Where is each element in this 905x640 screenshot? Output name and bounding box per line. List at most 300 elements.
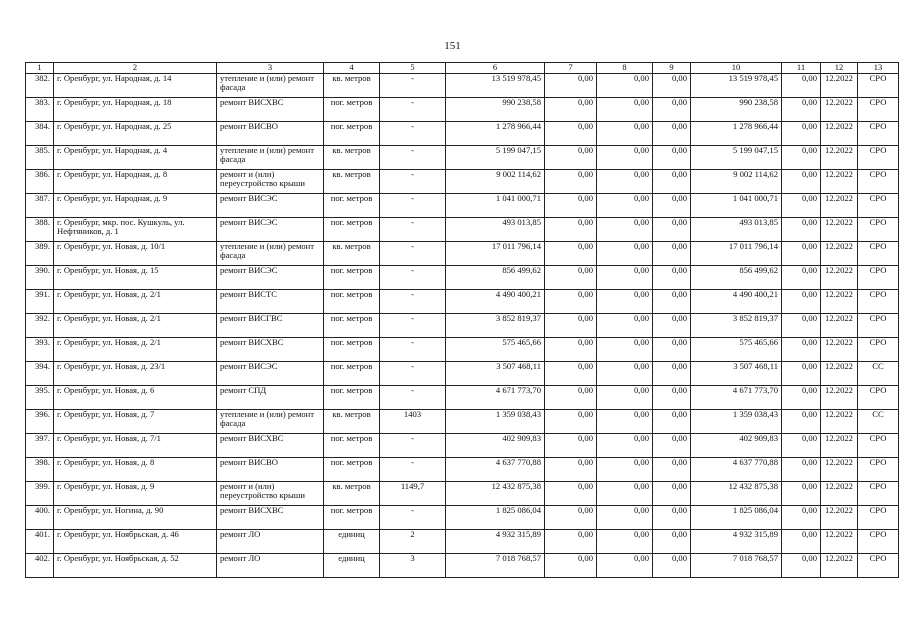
work-type-cell: ремонт и (или) переустройство крыши	[217, 169, 324, 193]
address-cell: г. Оренбург, ул. Новая, д. 8	[54, 457, 217, 481]
address-cell: г. Оренбург, ул. Новая, д. 2/1	[54, 313, 217, 337]
completion-date-cell: 12.2022	[821, 337, 858, 361]
owners-funds-cell: 990 238,58	[691, 97, 782, 121]
completion-date-cell: 12.2022	[821, 313, 858, 337]
budget-cell: 0,00	[597, 97, 653, 121]
cost-total-cell: 1 041 000,71	[446, 193, 545, 217]
address-cell: г. Оренбург, ул. Новая, д. 7	[54, 409, 217, 433]
completion-date-cell: 12.2022	[821, 73, 858, 97]
address-cell: г. Оренбург, ул. Новая, д. 7/1	[54, 433, 217, 457]
table-row	[26, 73, 899, 97]
specific-cost-cell: 0,00	[782, 457, 821, 481]
column-header: 11	[782, 63, 821, 74]
address-cell: г. Оренбург, ул. Народная, д. 9	[54, 193, 217, 217]
table-row	[26, 265, 899, 289]
table-row	[26, 457, 899, 481]
budget-cell: 0,00	[597, 169, 653, 193]
column-header: 13	[858, 63, 899, 74]
table-row	[26, 97, 899, 121]
specific-cost-cell: 0,00	[782, 433, 821, 457]
quantity-cell: -	[380, 385, 446, 409]
work-type-cell: ремонт ВИСХВС	[217, 433, 324, 457]
table-row	[26, 529, 899, 553]
unit-cell: пог. метров	[324, 361, 380, 385]
local-budget-cell: 0,00	[653, 313, 691, 337]
local-budget-cell: 0,00	[653, 505, 691, 529]
unit-cell: кв. метров	[324, 481, 380, 505]
local-budget-cell: 0,00	[653, 169, 691, 193]
unit-cell: пог. метров	[324, 121, 380, 145]
specific-cost-cell: 0,00	[782, 313, 821, 337]
row-number: 391.	[26, 289, 54, 313]
owners-funds-cell: 493 013,85	[691, 217, 782, 241]
fund-method-cell: СРО	[858, 121, 899, 145]
column-header: 4	[324, 63, 380, 74]
row-number: 390.	[26, 265, 54, 289]
cost-total-cell: 856 499,62	[446, 265, 545, 289]
unit-cell: единиц	[324, 529, 380, 553]
owners-funds-cell: 4 932 315,89	[691, 529, 782, 553]
quantity-cell: -	[380, 505, 446, 529]
completion-date-cell: 12.2022	[821, 241, 858, 265]
work-type-cell: ремонт ВИСХВС	[217, 337, 324, 361]
work-type-cell: ремонт ВИСВО	[217, 457, 324, 481]
owners-funds-cell: 9 002 114,62	[691, 169, 782, 193]
fund-cell: 0,00	[545, 241, 597, 265]
table-row	[26, 313, 899, 337]
specific-cost-cell: 0,00	[782, 241, 821, 265]
specific-cost-cell: 0,00	[782, 409, 821, 433]
owners-funds-cell: 1 278 966,44	[691, 121, 782, 145]
owners-funds-cell: 1 359 038,43	[691, 409, 782, 433]
quantity-cell: -	[380, 97, 446, 121]
specific-cost-cell: 0,00	[782, 169, 821, 193]
address-cell: г. Оренбург, ул. Народная, д. 18	[54, 97, 217, 121]
unit-cell: пог. метров	[324, 337, 380, 361]
completion-date-cell: 12.2022	[821, 217, 858, 241]
quantity-cell: -	[380, 121, 446, 145]
fund-cell: 0,00	[545, 529, 597, 553]
row-number: 386.	[26, 169, 54, 193]
address-cell: г. Оренбург, ул. Новая, д. 6	[54, 385, 217, 409]
completion-date-cell: 12.2022	[821, 121, 858, 145]
owners-funds-cell: 17 011 796,14	[691, 241, 782, 265]
fund-method-cell: СРО	[858, 385, 899, 409]
specific-cost-cell: 0,00	[782, 385, 821, 409]
fund-method-cell: СРО	[858, 97, 899, 121]
fund-method-cell: СРО	[858, 217, 899, 241]
specific-cost-cell: 0,00	[782, 265, 821, 289]
cost-total-cell: 4 490 400,21	[446, 289, 545, 313]
budget-cell: 0,00	[597, 337, 653, 361]
unit-cell: пог. метров	[324, 193, 380, 217]
completion-date-cell: 12.2022	[821, 457, 858, 481]
budget-cell: 0,00	[597, 313, 653, 337]
quantity-cell: -	[380, 193, 446, 217]
budget-cell: 0,00	[597, 457, 653, 481]
quantity-cell: -	[380, 145, 446, 169]
table-row	[26, 433, 899, 457]
quantity-cell: 1403	[380, 409, 446, 433]
fund-method-cell: СРО	[858, 313, 899, 337]
work-type-cell: утепление и (или) ремонт фасада	[217, 73, 324, 97]
address-cell: г. Оренбург, ул. Народная, д. 8	[54, 169, 217, 193]
quantity-cell: -	[380, 361, 446, 385]
fund-method-cell: СРО	[858, 73, 899, 97]
unit-cell: единиц	[324, 553, 380, 577]
local-budget-cell: 0,00	[653, 481, 691, 505]
cost-total-cell: 1 359 038,43	[446, 409, 545, 433]
owners-funds-cell: 4 637 770,88	[691, 457, 782, 481]
row-number: 400.	[26, 505, 54, 529]
cost-total-cell: 9 002 114,62	[446, 169, 545, 193]
cost-total-cell: 17 011 796,14	[446, 241, 545, 265]
cost-total-cell: 493 013,85	[446, 217, 545, 241]
local-budget-cell: 0,00	[653, 265, 691, 289]
row-number: 387.	[26, 193, 54, 217]
row-number: 383.	[26, 97, 54, 121]
budget-cell: 0,00	[597, 409, 653, 433]
address-cell: г. Оренбург, ул. Ноябрьская, д. 52	[54, 553, 217, 577]
row-number: 401.	[26, 529, 54, 553]
cost-total-cell: 1 278 966,44	[446, 121, 545, 145]
cost-total-cell: 990 238,58	[446, 97, 545, 121]
work-type-cell: ремонт СПД	[217, 385, 324, 409]
cost-total-cell: 5 199 047,15	[446, 145, 545, 169]
owners-funds-cell: 1 825 086,04	[691, 505, 782, 529]
fund-cell: 0,00	[545, 121, 597, 145]
quantity-cell: -	[380, 217, 446, 241]
unit-cell: пог. метров	[324, 313, 380, 337]
owners-funds-cell: 4 490 400,21	[691, 289, 782, 313]
local-budget-cell: 0,00	[653, 337, 691, 361]
unit-cell: кв. метров	[324, 409, 380, 433]
table-row	[26, 169, 899, 193]
work-type-cell: ремонт ВИСЭС	[217, 217, 324, 241]
table-row	[26, 121, 899, 145]
budget-cell: 0,00	[597, 241, 653, 265]
quantity-cell: -	[380, 337, 446, 361]
table-row	[26, 241, 899, 265]
local-budget-cell: 0,00	[653, 73, 691, 97]
work-type-cell: ремонт и (или) переустройство крыши	[217, 481, 324, 505]
fund-cell: 0,00	[545, 265, 597, 289]
fund-cell: 0,00	[545, 457, 597, 481]
cost-total-cell: 4 932 315,89	[446, 529, 545, 553]
quantity-cell: -	[380, 313, 446, 337]
completion-date-cell: 12.2022	[821, 505, 858, 529]
completion-date-cell: 12.2022	[821, 433, 858, 457]
owners-funds-cell: 3 852 819,37	[691, 313, 782, 337]
work-type-cell: ремонт ВИСХВС	[217, 97, 324, 121]
work-type-cell: ремонт ВИСЭС	[217, 265, 324, 289]
cost-total-cell: 4 637 770,88	[446, 457, 545, 481]
budget-cell: 0,00	[597, 361, 653, 385]
completion-date-cell: 12.2022	[821, 145, 858, 169]
local-budget-cell: 0,00	[653, 457, 691, 481]
fund-cell: 0,00	[545, 409, 597, 433]
fund-cell: 0,00	[545, 193, 597, 217]
table-row	[26, 337, 899, 361]
work-type-cell: ремонт ЛО	[217, 529, 324, 553]
cost-total-cell: 12 432 875,38	[446, 481, 545, 505]
column-header: 10	[691, 63, 782, 74]
quantity-cell: -	[380, 169, 446, 193]
quantity-cell: -	[380, 289, 446, 313]
fund-cell: 0,00	[545, 289, 597, 313]
unit-cell: кв. метров	[324, 145, 380, 169]
fund-cell: 0,00	[545, 169, 597, 193]
unit-cell: пог. метров	[324, 217, 380, 241]
fund-method-cell: СРО	[858, 505, 899, 529]
address-cell: г. Оренбург, ул. Народная, д. 25	[54, 121, 217, 145]
owners-funds-cell: 856 499,62	[691, 265, 782, 289]
fund-method-cell: СРО	[858, 433, 899, 457]
row-number: 392.	[26, 313, 54, 337]
capital-repair-table	[25, 62, 899, 578]
work-type-cell: ремонт ВИСВО	[217, 121, 324, 145]
local-budget-cell: 0,00	[653, 385, 691, 409]
budget-cell: 0,00	[597, 217, 653, 241]
specific-cost-cell: 0,00	[782, 73, 821, 97]
specific-cost-cell: 0,00	[782, 193, 821, 217]
fund-method-cell: СРО	[858, 553, 899, 577]
fund-cell: 0,00	[545, 145, 597, 169]
completion-date-cell: 12.2022	[821, 409, 858, 433]
quantity-cell: -	[380, 241, 446, 265]
work-type-cell: ремонт ВИСЭС	[217, 193, 324, 217]
fund-method-cell: СРО	[858, 289, 899, 313]
table-row	[26, 289, 899, 313]
budget-cell: 0,00	[597, 553, 653, 577]
cost-total-cell: 3 507 468,11	[446, 361, 545, 385]
table-row	[26, 553, 899, 577]
row-number: 398.	[26, 457, 54, 481]
cost-total-cell: 7 018 768,57	[446, 553, 545, 577]
column-number-row	[26, 63, 899, 74]
owners-funds-cell: 1 041 000,71	[691, 193, 782, 217]
unit-cell: пог. метров	[324, 505, 380, 529]
local-budget-cell: 0,00	[653, 241, 691, 265]
specific-cost-cell: 0,00	[782, 361, 821, 385]
budget-cell: 0,00	[597, 289, 653, 313]
cost-total-cell: 13 519 978,45	[446, 73, 545, 97]
row-number: 385.	[26, 145, 54, 169]
specific-cost-cell: 0,00	[782, 145, 821, 169]
fund-cell: 0,00	[545, 505, 597, 529]
page-number: 151	[444, 40, 461, 52]
fund-method-cell: СС	[858, 361, 899, 385]
completion-date-cell: 12.2022	[821, 289, 858, 313]
table-row	[26, 505, 899, 529]
owners-funds-cell: 575 465,66	[691, 337, 782, 361]
quantity-cell: 1149,7	[380, 481, 446, 505]
unit-cell: кв. метров	[324, 73, 380, 97]
row-number: 399.	[26, 481, 54, 505]
work-type-cell: ремонт ЛО	[217, 553, 324, 577]
column-header: 12	[821, 63, 858, 74]
completion-date-cell: 12.2022	[821, 529, 858, 553]
owners-funds-cell: 4 671 773,70	[691, 385, 782, 409]
row-number: 394.	[26, 361, 54, 385]
unit-cell: пог. метров	[324, 289, 380, 313]
specific-cost-cell: 0,00	[782, 289, 821, 313]
owners-funds-cell: 13 519 978,45	[691, 73, 782, 97]
row-number: 393.	[26, 337, 54, 361]
budget-cell: 0,00	[597, 121, 653, 145]
owners-funds-cell: 3 507 468,11	[691, 361, 782, 385]
column-header: 1	[26, 63, 54, 74]
table-row	[26, 409, 899, 433]
budget-cell: 0,00	[597, 265, 653, 289]
row-number: 395.	[26, 385, 54, 409]
specific-cost-cell: 0,00	[782, 217, 821, 241]
work-type-cell: утепление и (или) ремонт фасада	[217, 241, 324, 265]
work-type-cell: ремонт ВИСХВС	[217, 505, 324, 529]
address-cell: г. Оренбург, ул. Новая, д. 15	[54, 265, 217, 289]
specific-cost-cell: 0,00	[782, 505, 821, 529]
address-cell: г. Оренбург, ул. Ноябрьская, д. 46	[54, 529, 217, 553]
fund-method-cell: СРО	[858, 481, 899, 505]
completion-date-cell: 12.2022	[821, 265, 858, 289]
owners-funds-cell: 7 018 768,57	[691, 553, 782, 577]
completion-date-cell: 12.2022	[821, 97, 858, 121]
local-budget-cell: 0,00	[653, 409, 691, 433]
budget-cell: 0,00	[597, 73, 653, 97]
cost-total-cell: 575 465,66	[446, 337, 545, 361]
fund-method-cell: СРО	[858, 457, 899, 481]
completion-date-cell: 12.2022	[821, 361, 858, 385]
work-type-cell: ремонт ВИСГВС	[217, 313, 324, 337]
address-cell: г. Оренбург, ул. Новая, д. 2/1	[54, 289, 217, 313]
fund-cell: 0,00	[545, 97, 597, 121]
local-budget-cell: 0,00	[653, 121, 691, 145]
fund-method-cell: СРО	[858, 169, 899, 193]
quantity-cell: -	[380, 457, 446, 481]
unit-cell: пог. метров	[324, 265, 380, 289]
specific-cost-cell: 0,00	[782, 529, 821, 553]
table-row	[26, 481, 899, 505]
row-number: 382.	[26, 73, 54, 97]
column-header: 2	[54, 63, 217, 74]
completion-date-cell: 12.2022	[821, 385, 858, 409]
row-number: 389.	[26, 241, 54, 265]
budget-cell: 0,00	[597, 481, 653, 505]
row-number: 388.	[26, 217, 54, 241]
specific-cost-cell: 0,00	[782, 553, 821, 577]
fund-cell: 0,00	[545, 481, 597, 505]
quantity-cell: -	[380, 265, 446, 289]
fund-method-cell: СРО	[858, 145, 899, 169]
fund-cell: 0,00	[545, 361, 597, 385]
address-cell: г. Оренбург, ул. Новая, д. 23/1	[54, 361, 217, 385]
fund-method-cell: СС	[858, 409, 899, 433]
completion-date-cell: 12.2022	[821, 169, 858, 193]
completion-date-cell: 12.2022	[821, 481, 858, 505]
table-row	[26, 385, 899, 409]
cost-total-cell: 4 671 773,70	[446, 385, 545, 409]
fund-method-cell: СРО	[858, 265, 899, 289]
specific-cost-cell: 0,00	[782, 121, 821, 145]
table-body	[26, 73, 899, 577]
column-header: 8	[597, 63, 653, 74]
fund-cell: 0,00	[545, 217, 597, 241]
completion-date-cell: 12.2022	[821, 193, 858, 217]
unit-cell: пог. метров	[324, 385, 380, 409]
address-cell: г. Оренбург, ул. Ногина, д. 90	[54, 505, 217, 529]
work-type-cell: утепление и (или) ремонт фасада	[217, 409, 324, 433]
fund-cell: 0,00	[545, 337, 597, 361]
completion-date-cell: 12.2022	[821, 553, 858, 577]
budget-cell: 0,00	[597, 385, 653, 409]
table-row	[26, 361, 899, 385]
address-cell: г. Оренбург, мкр. пос. Кушкуль, ул. Нефтяников, д. 1	[54, 217, 217, 241]
local-budget-cell: 0,00	[653, 97, 691, 121]
local-budget-cell: 0,00	[653, 145, 691, 169]
table-row	[26, 217, 899, 241]
fund-method-cell: СРО	[858, 241, 899, 265]
row-number: 396.	[26, 409, 54, 433]
cost-total-cell: 1 825 086,04	[446, 505, 545, 529]
local-budget-cell: 0,00	[653, 553, 691, 577]
address-cell: г. Оренбург, ул. Народная, д. 14	[54, 73, 217, 97]
specific-cost-cell: 0,00	[782, 97, 821, 121]
unit-cell: кв. метров	[324, 241, 380, 265]
column-header: 6	[446, 63, 545, 74]
quantity-cell: -	[380, 433, 446, 457]
row-number: 384.	[26, 121, 54, 145]
work-type-cell: ремонт ВИСТС	[217, 289, 324, 313]
fund-cell: 0,00	[545, 385, 597, 409]
fund-method-cell: СРО	[858, 529, 899, 553]
specific-cost-cell: 0,00	[782, 337, 821, 361]
fund-method-cell: СРО	[858, 193, 899, 217]
budget-cell: 0,00	[597, 433, 653, 457]
cost-total-cell: 3 852 819,37	[446, 313, 545, 337]
local-budget-cell: 0,00	[653, 433, 691, 457]
local-budget-cell: 0,00	[653, 529, 691, 553]
address-cell: г. Оренбург, ул. Новая, д. 9	[54, 481, 217, 505]
owners-funds-cell: 402 909,83	[691, 433, 782, 457]
local-budget-cell: 0,00	[653, 193, 691, 217]
quantity-cell: 3	[380, 553, 446, 577]
column-header: 5	[380, 63, 446, 74]
row-number: 397.	[26, 433, 54, 457]
budget-cell: 0,00	[597, 529, 653, 553]
address-cell: г. Оренбург, ул. Новая, д. 10/1	[54, 241, 217, 265]
budget-cell: 0,00	[597, 193, 653, 217]
column-header: 9	[653, 63, 691, 74]
budget-cell: 0,00	[597, 145, 653, 169]
local-budget-cell: 0,00	[653, 289, 691, 313]
address-cell: г. Оренбург, ул. Новая, д. 2/1	[54, 337, 217, 361]
fund-method-cell: СРО	[858, 337, 899, 361]
fund-cell: 0,00	[545, 313, 597, 337]
work-type-cell: ремонт ВИСЭС	[217, 361, 324, 385]
table-row	[26, 145, 899, 169]
row-number: 402.	[26, 553, 54, 577]
column-header: 3	[217, 63, 324, 74]
cost-total-cell: 402 909,83	[446, 433, 545, 457]
quantity-cell: 2	[380, 529, 446, 553]
fund-cell: 0,00	[545, 553, 597, 577]
budget-cell: 0,00	[597, 505, 653, 529]
column-header: 7	[545, 63, 597, 74]
work-type-cell: утепление и (или) ремонт фасада	[217, 145, 324, 169]
unit-cell: пог. метров	[324, 457, 380, 481]
specific-cost-cell: 0,00	[782, 481, 821, 505]
fund-cell: 0,00	[545, 433, 597, 457]
